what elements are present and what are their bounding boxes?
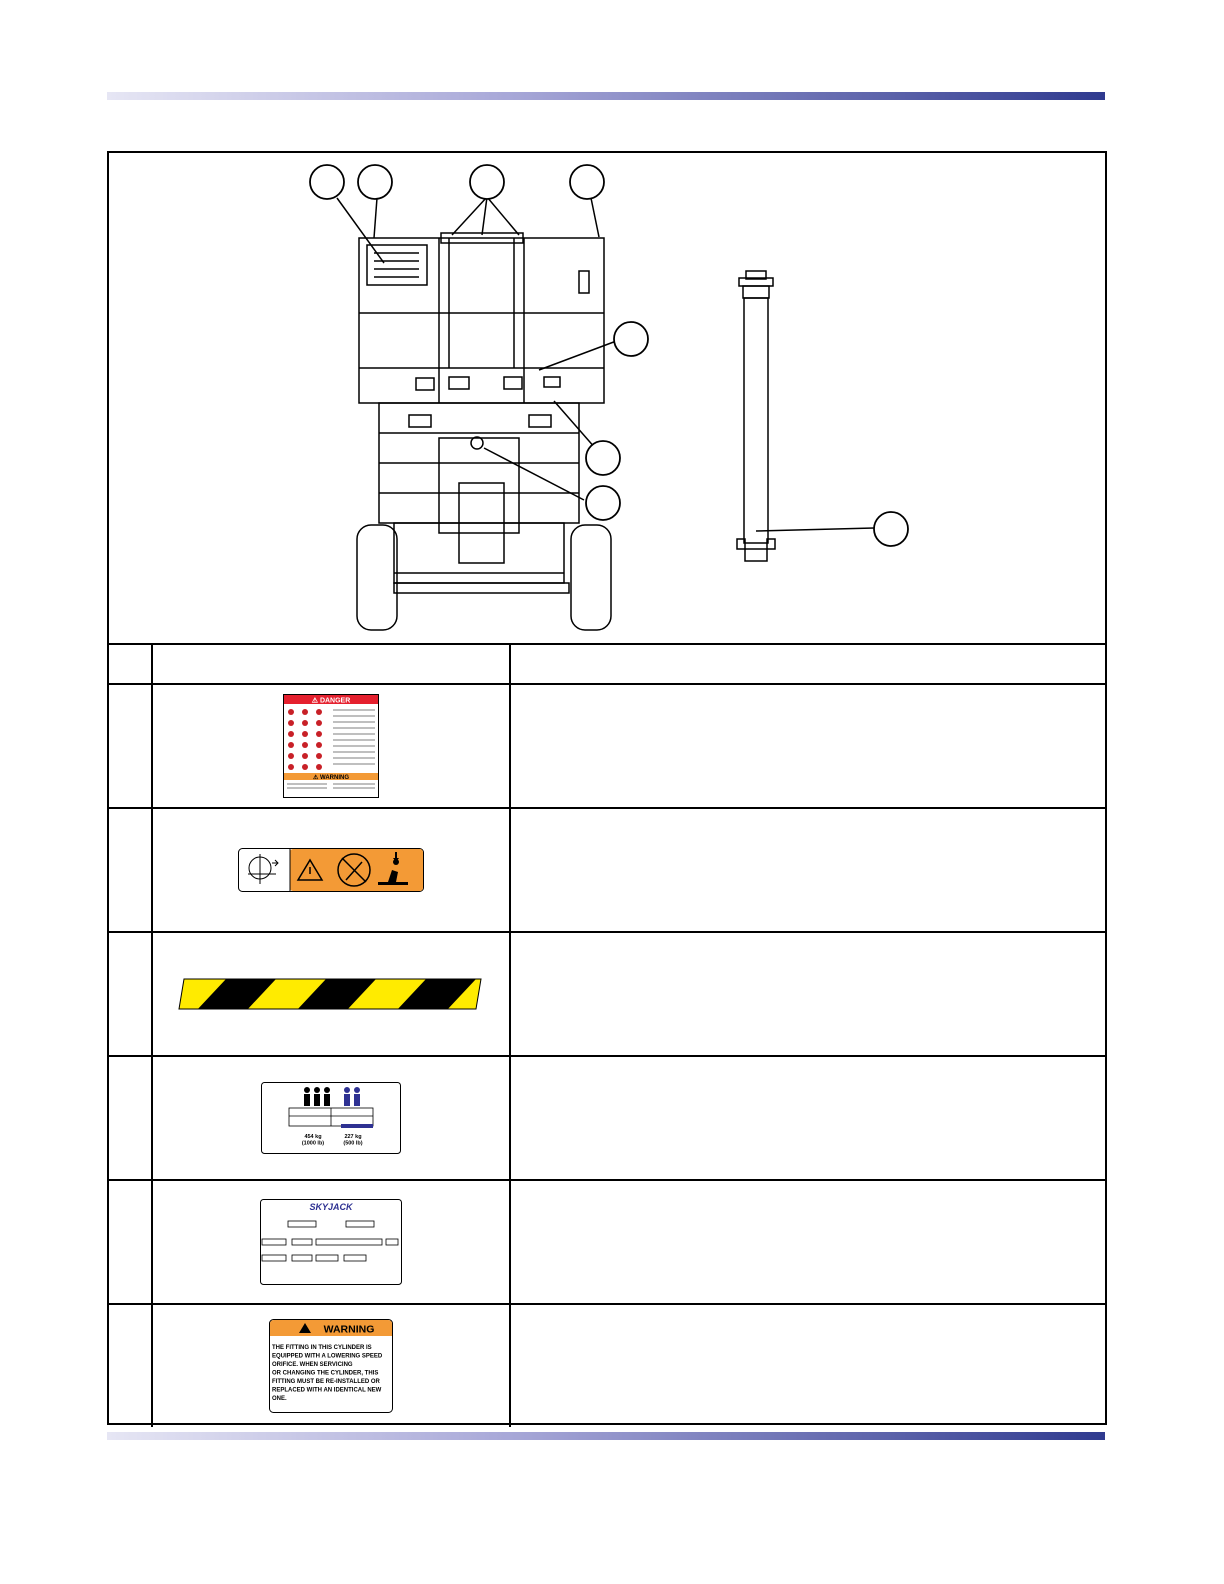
decal-table (109, 643, 1105, 1427)
capacity-left-caption: 454 kg (1000 lb) (301, 1134, 325, 1147)
warning-label-header: WARNING (323, 1323, 375, 1336)
header-description (511, 645, 1105, 683)
warning-line: ORIFICE. WHEN SERVICING (272, 1362, 353, 1368)
platform-outline (359, 238, 604, 403)
row-number (109, 1057, 153, 1179)
warning-line: FITTING MUST BE RE-INSTALLED OR (272, 1379, 380, 1385)
callout-circle (614, 322, 648, 356)
chassis (394, 523, 564, 583)
danger-header: ⚠ DANGER (311, 697, 351, 705)
warning-line: REPLACED WITH AN IDENTICAL NEW (272, 1387, 382, 1394)
header-rule (107, 92, 1105, 100)
table-row (109, 807, 1105, 931)
row-description (511, 1057, 1105, 1179)
warning-label-decal (153, 1305, 511, 1427)
row-description (511, 1181, 1105, 1303)
warning-header: ⚠ WARNING (312, 775, 350, 781)
row-description (511, 685, 1105, 807)
callout-circle (586, 441, 620, 475)
warning-line: OR CHANGING THE CYLINDER, THIS (272, 1370, 379, 1377)
capacity-decal (153, 1057, 511, 1179)
callout-circle (570, 165, 604, 199)
row-number (109, 685, 153, 807)
footer-rule (107, 1432, 1105, 1440)
callout-circle (874, 512, 908, 546)
scissor-lift-drawing (109, 153, 1105, 643)
serial-plate-logo: SKYJACK (309, 1202, 353, 1212)
row-description (511, 1305, 1105, 1427)
machine-illustration (109, 153, 1105, 643)
table-row (109, 1055, 1105, 1179)
row-description (511, 933, 1105, 1055)
table-header-row (109, 643, 1105, 683)
warning-line: THE FITTING IN THIS CYLINDER IS (272, 1345, 372, 1351)
callout-circle (470, 165, 504, 199)
table-row (109, 1303, 1105, 1427)
header-number (109, 645, 153, 683)
danger-warning-decal (153, 685, 511, 807)
header-decal (153, 645, 511, 683)
left-wheel (357, 525, 397, 630)
decal-figure-frame (107, 151, 1107, 1425)
row-number (109, 809, 153, 931)
callout-circle (358, 165, 392, 199)
capacity-right-caption: 227 kg (500 lb) (343, 1134, 363, 1147)
hazard-stripe-decal (153, 933, 511, 1055)
row-number (109, 1181, 153, 1303)
row-number (109, 933, 153, 1055)
warning-line: EQUIPPED WITH A LOWERING SPEED (272, 1353, 383, 1360)
row-description (511, 809, 1105, 931)
callout-circle (310, 165, 344, 199)
pinch-hazard-decal (153, 809, 511, 931)
right-wheel (571, 525, 611, 630)
row-number (109, 1305, 153, 1427)
table-row (109, 1179, 1105, 1303)
callout-circle (586, 486, 620, 520)
table-row (109, 683, 1105, 807)
warning-line: ONE. (272, 1396, 287, 1402)
hydraulic-cylinder (744, 298, 768, 543)
serial-plate-decal (153, 1181, 511, 1303)
table-row (109, 931, 1105, 1055)
